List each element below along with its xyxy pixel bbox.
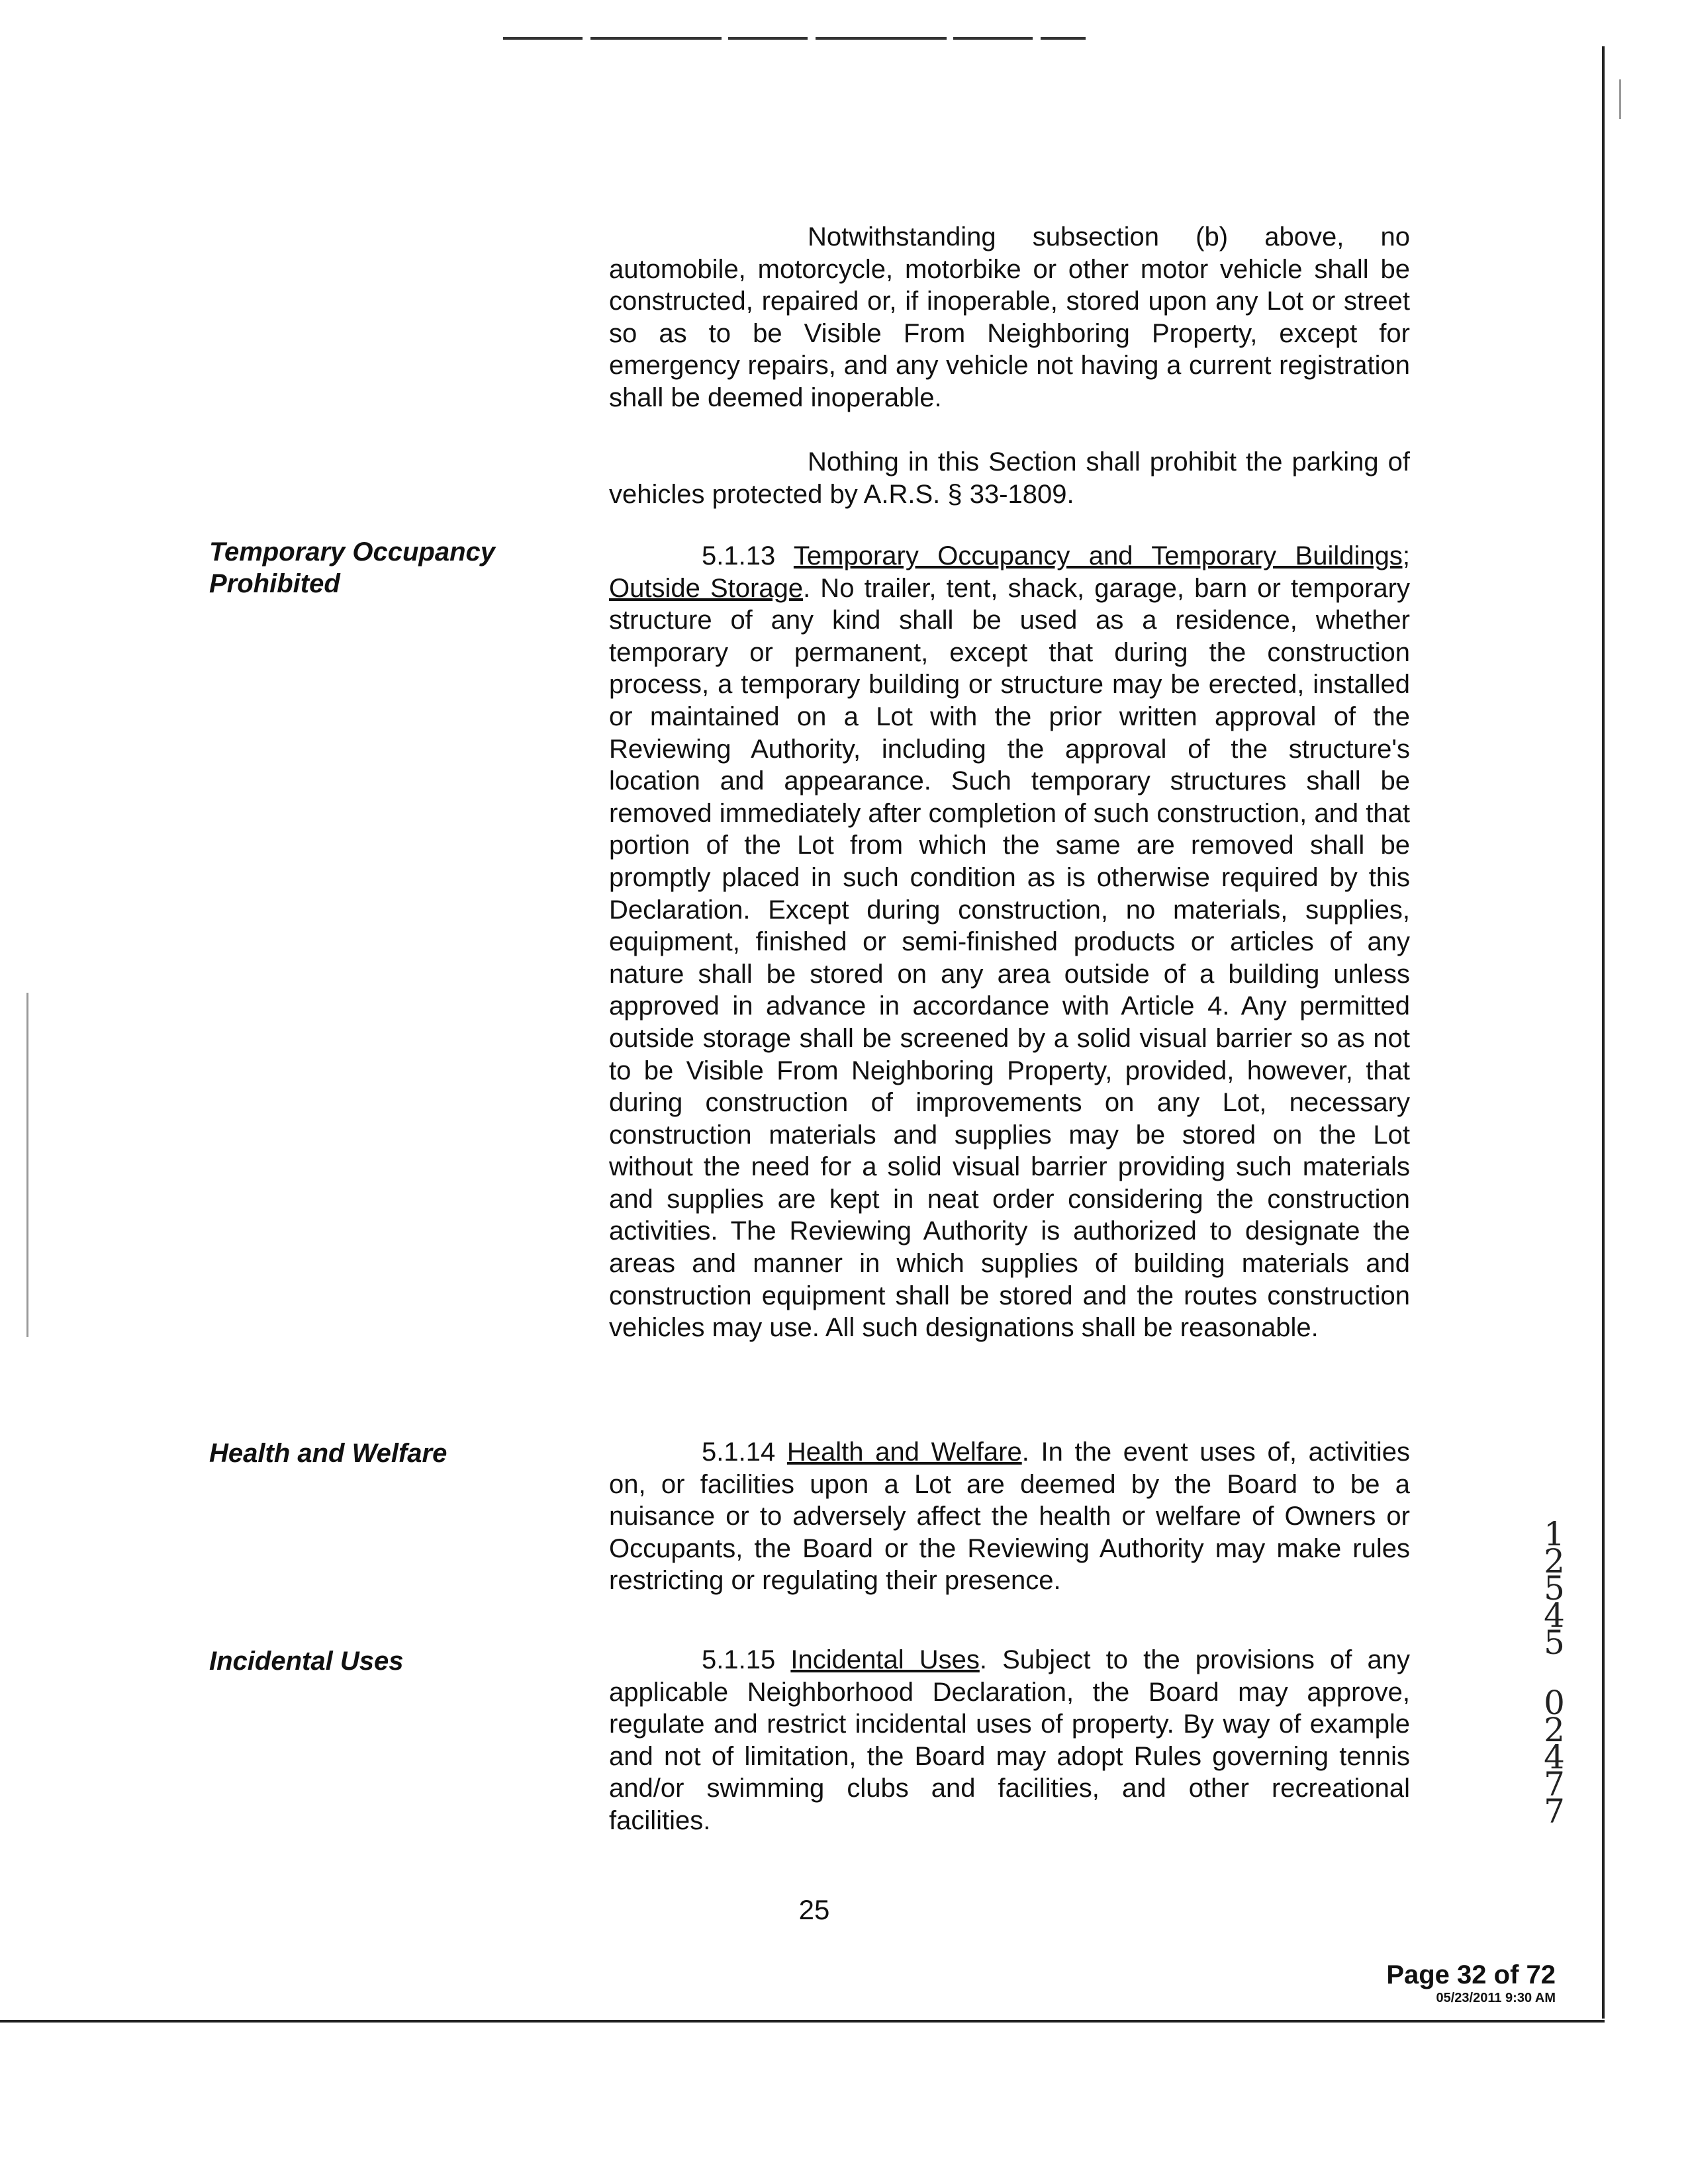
section-5-1-13 (609, 540, 1410, 1344)
section-title: Temporary Occupancy and Temporary Buildings; Outside Storage (609, 541, 1410, 603)
section-number: 5.1.14 (702, 1437, 776, 1467)
recording-digit: 0 (1544, 1684, 1565, 1722)
page-number: 25 (798, 1894, 830, 1925)
page-count-stamp: Page 32 of 72 (1386, 1960, 1556, 1989)
stamp-timestamp: 05/23/2011 9:30 AM (1436, 1991, 1556, 2005)
recording-digit: 4 (1544, 1596, 1565, 1635)
section-text: . No trailer, tent, shack, garage, barn or temporary structure of any kind shall be used as a residence, whether temporary or permanent, except that during the construction process, a temporary building or structure may be erected, installed or maintained on a Lot with the prior written approval of the Reviewing Authority, including the approval of the structure's location and appearance. Such temporary structures shall be removed immediately after completion of such construction, and that portion of the Lot from which the same are removed shall be promptly placed in such condition as is otherwise required by this Declaration. Except during construction, no materials, supplies, equipment, finished or semi-finished products or articles of any nature shall be stored on any area outside of a building unless approved in advance in accordance with Article 4. Any permitted outside storage shall be screened by a solid visual barrier so as not to be Visible From Neighboring Property, provided, however, that during construction of improvements on any Lot, necessary construction materials and supplies may be stored on the Lot without the need for a solid visual barrier providing such materials and supplies are kept in neat order considering the construction activities. The Reviewing Authority is authorized to designate the areas and manner in which supplies of building materials and construction equipment shall be stored and the routes construction vehicles may use. All such designations shall be reasonable. (609, 573, 1410, 1343)
margin-heading-health-welfare: Health and Welfare (209, 1439, 447, 1468)
section-text: . Subject to the provisions of any applicable Neighborhood Declaration, the Board may approve, regulate and restrict incidental uses of property. By way of example and not of limitation, the Board may adopt Rules governing tennis and/or swimming clubs and facilities, and other recreational facilities. (609, 1645, 1410, 1835)
section-number: 5.1.13 (702, 541, 776, 570)
recording-digit: 2 (1544, 1542, 1565, 1580)
paragraph-text: Nothing in this Section shall prohibit the parking of vehicles protected by A.R.S. § 33-1809. (609, 447, 1410, 509)
paragraph-parking (609, 446, 1410, 510)
top-scan-rule (503, 37, 1086, 40)
recording-digit: 1 (1544, 1515, 1565, 1553)
recording-digit: 2 (1544, 1711, 1565, 1749)
section-5-1-15 (609, 1644, 1410, 1837)
left-scan-mark (26, 993, 28, 1337)
recording-digit: 7 (1544, 1765, 1565, 1803)
recording-digit: 7 (1544, 1792, 1565, 1831)
recording-digit: 4 (1544, 1738, 1565, 1776)
right-border-rule (1602, 46, 1605, 2019)
section-5-1-14 (609, 1436, 1410, 1597)
section-number: 5.1.15 (702, 1645, 776, 1674)
margin-heading-temporary-occupancy: Temporary Occupancy Prohibited (209, 537, 496, 598)
margin-heading-incidental-uses: Incidental Uses (209, 1647, 404, 1676)
section-text: . In the event uses of, activities on, or facilities upon a Lot are deemed by the Board to be a nuisance or to adversely affect the health or welfare of Owners or Occupants, the Board or the Reviewing Authority may make rules restricting or regulating their presence. (609, 1437, 1410, 1596)
paragraph-notwithstanding (609, 221, 1410, 414)
recording-code (1534, 1515, 1574, 1831)
recording-digit: 5 (1544, 1623, 1565, 1662)
section-title: Incidental Uses (790, 1645, 980, 1674)
right-scan-mark (1619, 79, 1621, 119)
recording-digit: 5 (1544, 1569, 1565, 1608)
bottom-border-rule (0, 2020, 1605, 2023)
section-title: Health and Welfare (786, 1437, 1022, 1467)
paragraph-text: Notwithstanding subsection (b) above, no automobile, motorcycle, motorbike or other motor vehicle shall be constructed, repaired or, if inoperable, stored upon any Lot or street so as to be Visible From Neighboring Property, except for emergency repairs, and any vehicle not having a current registration shall be deemed inoperable. (609, 222, 1410, 412)
